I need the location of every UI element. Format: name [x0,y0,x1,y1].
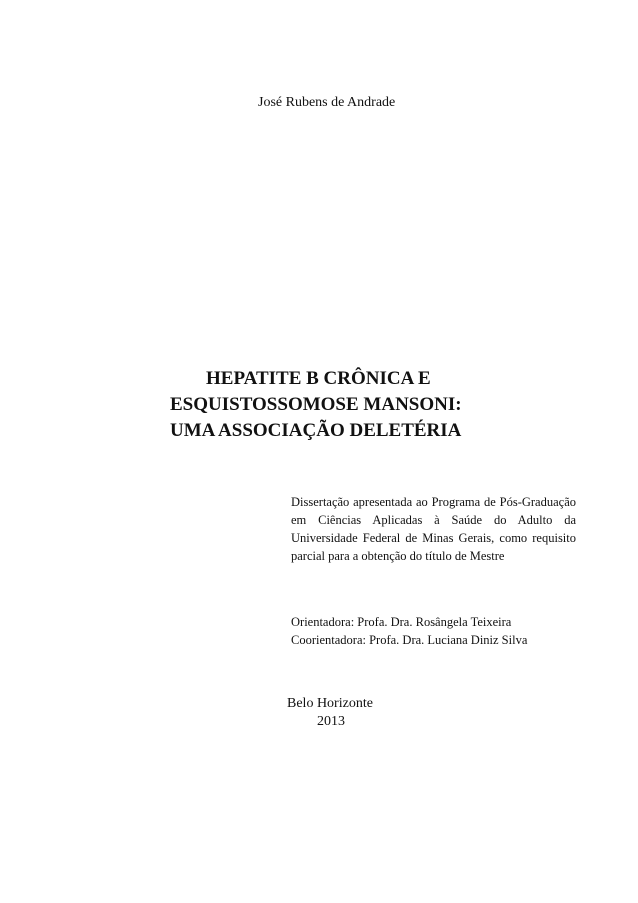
title-line-1: HEPATITE B CRÔNICA E [206,368,431,389]
thesis-title [170,366,510,444]
place-name: Belo Horizonte [287,696,373,711]
advisor-name: Orientadora: Profa. Dra. Rosângela Teixeira [291,615,512,629]
place-and-year [287,695,373,731]
author-name: José Rubens de Andrade [258,95,396,110]
co-advisor-name: Coorientadora: Profa. Dra. Luciana Diniz Silva [291,633,528,647]
publication-year: 2013 [317,714,345,729]
title-line-2: ESQUISTOSSOMOSE MANSONI: [170,394,462,415]
dissertation-description: Dissertação apresentada ao Programa de Pós-Graduação em Ciências Aplicadas à Saúde do Adulto da Universidade Federal de Minas Gerais, como requisito parcial para a obtenção do título de Mestre [291,495,576,563]
title-line-3: UMA ASSOCIAÇÃO DELETÉRIA [170,420,462,441]
advisors-block [291,613,591,649]
